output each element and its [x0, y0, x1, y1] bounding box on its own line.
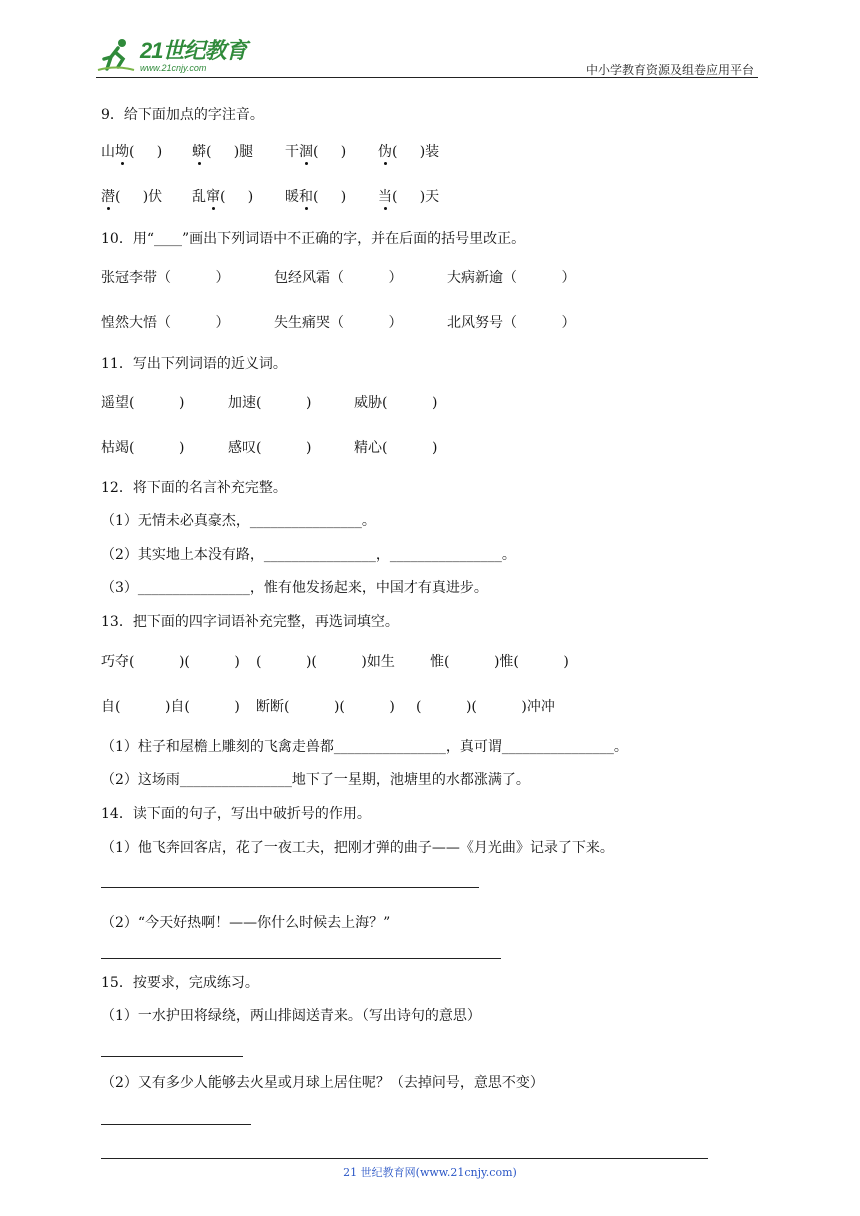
q9-item: 伪( )装 [378, 144, 440, 160]
q15-answer-line-1[interactable] [101, 1056, 243, 1057]
q15-line2: （2）又有多少人能够去火星或月球上居住呢？（去掉问号，意思不变） [101, 1075, 544, 1091]
q10-item: 包经风霜（ ） [274, 270, 403, 286]
q13-item: 巧夺( )( ) [101, 654, 240, 670]
q9-item: 干涸( ) [285, 144, 347, 160]
q9-item: 乱窜( ) [192, 189, 254, 205]
q11-title: 11．写出下列词语的近义词。 [101, 356, 287, 372]
q11-item: 加速( ) [228, 395, 312, 411]
q14-answer-line-2[interactable] [101, 958, 501, 959]
footer-link[interactable]: 21 世纪教育网(www.21cnjy.com) [343, 1166, 517, 1179]
runner-logo-icon [96, 37, 136, 75]
q13-line2: （2）这场雨________________地下了一星期，池塘里的水都涨满了。 [101, 772, 530, 788]
q9-item: 当( )天 [378, 189, 440, 205]
q11-item: 感叹( ) [228, 440, 312, 456]
q10-title: 10．用“____”画出下列词语中不正确的字，并在后面的括号里改正。 [101, 231, 526, 247]
logo-title: 21世纪教育 [140, 37, 247, 63]
q14-title: 14．读下面的句子，写出中破折号的作用。 [101, 806, 371, 822]
q14-line1: （1）他飞奔回客店，花了一夜工夫，把刚才弹的曲子——《月光曲》记录了下来。 [101, 840, 614, 856]
q10-item: 惶然大悟（ ） [101, 315, 230, 331]
q10-item: 北风努号（ ） [447, 315, 576, 331]
q15-title: 15．按要求，完成练习。 [101, 975, 259, 991]
q12-line2: （2）其实地上本没有路，________________，________________。 [101, 547, 516, 563]
q13-title: 13．把下面的四字词语补充完整，再选词填空。 [101, 614, 399, 630]
q12-title: 12．将下面的名言补充完整。 [101, 480, 287, 496]
q13-line1: （1）柱子和屋檐上雕刻的飞禽走兽都________________，真可谓________________。 [101, 739, 628, 755]
q9-item: 蟒( )腿 [192, 144, 254, 160]
q15-answer-line-2[interactable] [101, 1124, 251, 1125]
q14-line2: （2）“今天好热啊！——你什么时候去上海？” [101, 915, 391, 931]
q13-item: ( )( )如生 [256, 654, 395, 670]
q13-item: 惟( )惟( ) [430, 654, 569, 670]
logo-url: www.21cnjy.com [140, 62, 207, 73]
q10-item: 张冠李带（ ） [101, 270, 230, 286]
q13-item: 断断( )( ) [256, 699, 395, 715]
q9-item: 潜( )伏 [101, 189, 163, 205]
footer-divider [101, 1158, 708, 1159]
page-header [96, 30, 758, 78]
q12-line1: （1）无情未必真豪杰，________________。 [101, 513, 376, 529]
q11-item: 精心( ) [354, 440, 438, 456]
q14-answer-line-1[interactable] [101, 887, 479, 888]
q11-item: 遥望( ) [101, 395, 185, 411]
header-divider [96, 77, 758, 78]
q9-item: 暖和( ) [285, 189, 347, 205]
header-tagline: 中小学教育资源及组卷应用平台 [585, 63, 754, 77]
q15-line1: （1）一水护田将绿绕，两山排闼送青来。（写出诗句的意思） [101, 1008, 481, 1024]
q12-line3: （3）________________，惟有他发扬起来，中国才有真进步。 [101, 580, 488, 596]
q9-title: 9．给下面加点的字注音。 [101, 107, 264, 123]
q11-item: 威胁( ) [354, 395, 438, 411]
q10-item: 失生痛哭（ ） [274, 315, 403, 331]
q13-item: ( )( )冲冲 [416, 699, 555, 715]
q10-item: 大病新逾（ ） [447, 270, 576, 286]
logo [96, 36, 246, 76]
q9-item: 山坳( ) [101, 144, 163, 160]
q13-item: 自( )自( ) [101, 699, 240, 715]
q11-item: 枯竭( ) [101, 440, 185, 456]
